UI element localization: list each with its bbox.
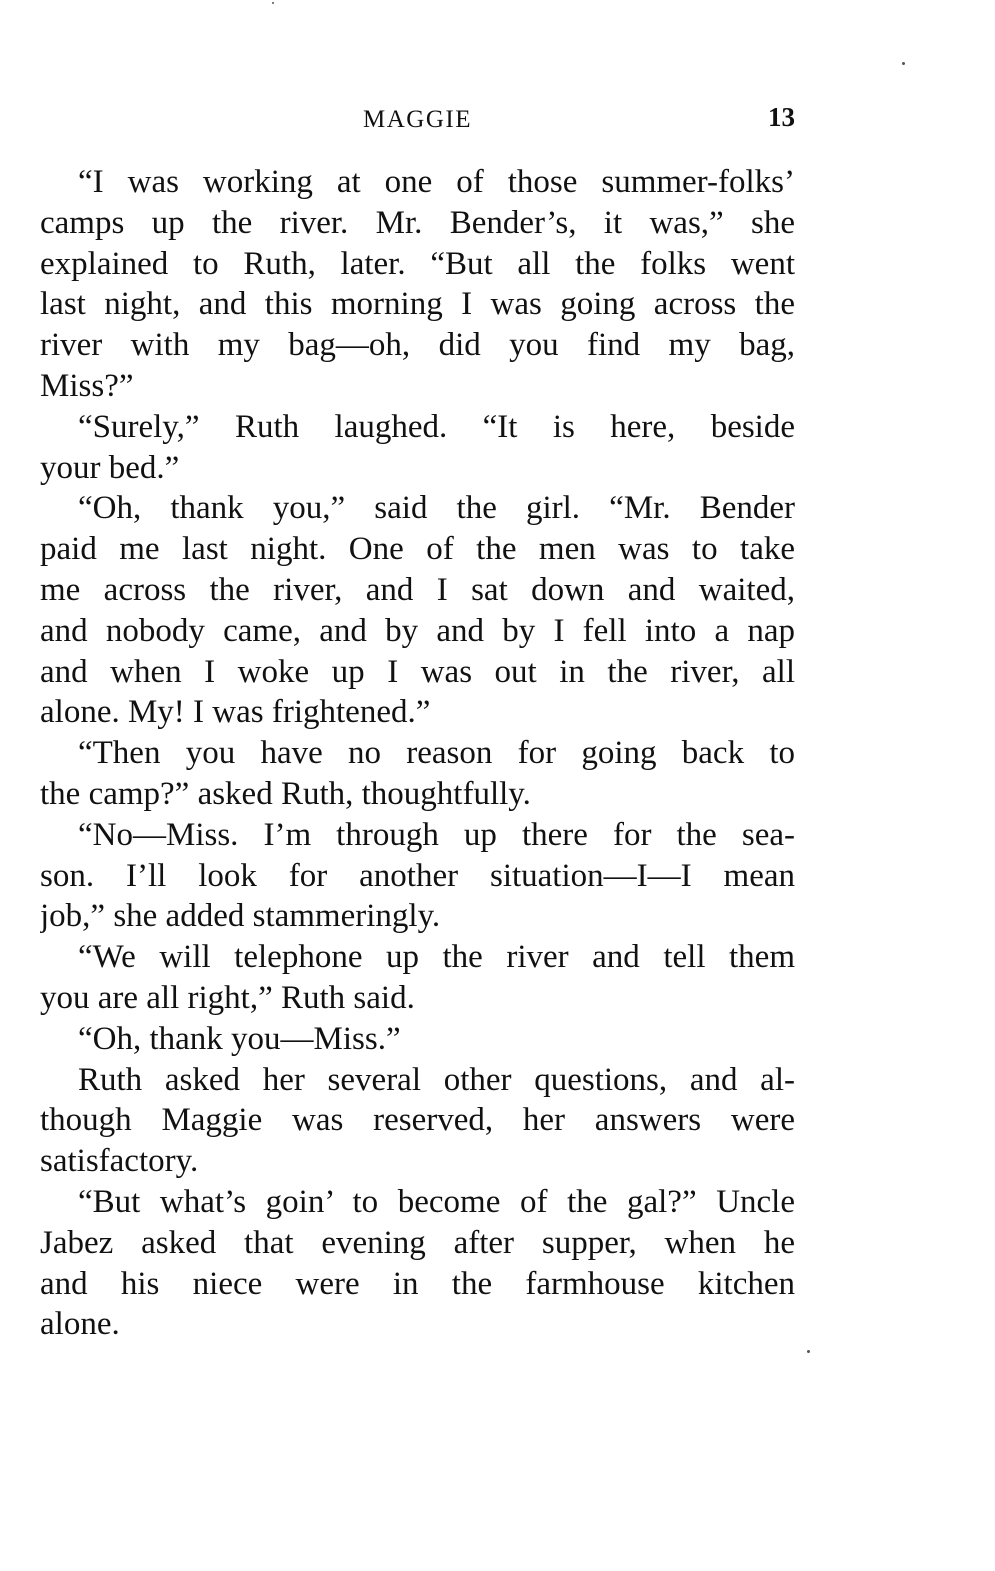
text-line: “Then you have no reason for going back to [78,735,795,772]
text-line: you are all right,” Ruth said. [40,979,415,1016]
text-line: explained to Ruth, later. “But all the folks went [40,245,795,282]
running-header [40,100,795,136]
running-title: MAGGIE [363,106,472,133]
scan-speck [272,2,274,4]
text-line: “But what’s goin’ to become of the gal?” Uncle [78,1183,795,1220]
text-line: alone. My! I was frightened.” [40,694,431,731]
text-line: son. I’ll look for another situation—I—I mean [40,857,795,894]
text-line: river with my bag—oh, did you find my bag, [40,327,795,364]
text-line: Miss?” [40,367,134,404]
text-line: “Oh, thank you,” said the girl. “Mr. Bender [78,490,795,527]
text-line: your bed.” [40,449,180,486]
text-line: “Surely,” Ruth laughed. “It is here, beside [78,408,795,445]
text-line: “No—Miss. I’m through up there for the sea- [78,816,795,853]
text-line: “Oh, thank you—Miss.” [78,1020,401,1057]
text-line: though Maggie was reserved, her answers were [40,1102,795,1139]
page-number: 13 [768,102,795,132]
text-line: camps up the river. Mr. Bender’s, it was,” she [40,204,795,241]
scan-speck [902,62,905,65]
text-line: satisfactory. [40,1143,199,1180]
scan-speck [807,1350,810,1353]
body-text [40,162,795,1345]
text-line: paid me last night. One of the men was to take [40,531,795,568]
text-line: and when I woke up I was out in the river, all [40,653,795,690]
text-line: the camp?” asked Ruth, thoughtfully. [40,775,531,812]
text-line: me across the river, and I sat down and waited, [40,571,795,608]
text-line: last night, and this morning I was going across the [40,286,795,323]
text-line: Jabez asked that evening after supper, when he [40,1224,795,1261]
text-line: “I was working at one of those summer-folks’ [78,164,795,200]
text-line: alone. [40,1306,120,1343]
text-line: Ruth asked her several other questions, and al- [78,1061,795,1098]
text-line: and his niece were in the farmhouse kitchen [40,1265,795,1302]
text-line: “We will telephone up the river and tell them [78,939,795,976]
text-line: job,” she added stammeringly. [40,898,441,935]
text-line: and nobody came, and by and by I fell into a nap [40,612,795,649]
